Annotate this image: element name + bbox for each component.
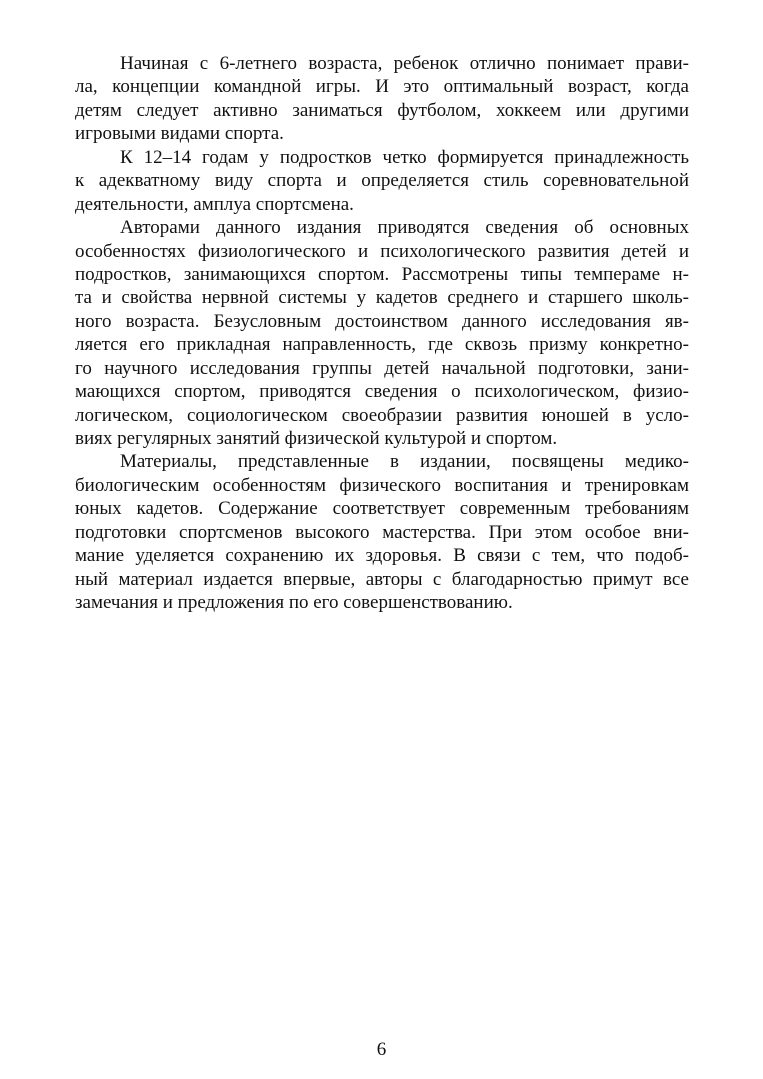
text-line: мающихся спортом, приводятся сведения о психологическом, физио- bbox=[75, 381, 689, 403]
text-line: замечания и предложения по его совершенствованию. bbox=[75, 592, 513, 614]
paragraph-2 bbox=[75, 146, 689, 216]
text-line: мание уделяется сохранению их здоровья. В связи с тем, что подоб- bbox=[75, 545, 689, 567]
paragraph-1 bbox=[75, 52, 689, 146]
text-line: го научного исследования группы детей начальной подготовки, зани- bbox=[75, 357, 689, 379]
text-line: Материалы, представленные в издании, посвящены медико- bbox=[120, 451, 689, 473]
text-line: виях регулярных занятий физической культурой и спортом. bbox=[75, 428, 558, 449]
text-line: ла, концепции командной игры. И это оптимальный возраст, когда bbox=[75, 76, 689, 98]
paragraph-4 bbox=[75, 450, 689, 614]
paragraph-3 bbox=[75, 216, 689, 450]
text-line: деятельности, амплуа спортсмена. bbox=[75, 193, 354, 215]
text-line: та и свойства нервной системы у кадетов среднего и старшего школь- bbox=[75, 287, 689, 309]
text-line: ного возраста. Безусловным достоинством данного исследования яв- bbox=[75, 310, 689, 332]
text-line: биологическим особенностям физического воспитания и тренировкам bbox=[75, 474, 689, 496]
text-line: ный материал издается впервые, авторы с благодарностью примут все bbox=[75, 568, 689, 590]
text-line: логическом, социологическом своеобразии развития юношей в усло- bbox=[75, 404, 689, 426]
text-line: подростков, занимающихся спортом. Рассмотрены типы темпераме н- bbox=[75, 263, 689, 285]
text-line: Авторами данного издания приводятся сведения об основных bbox=[120, 217, 689, 239]
page-body bbox=[75, 52, 689, 615]
text-line: к адекватному виду спорта и определяется стиль соревновательной bbox=[75, 170, 689, 192]
text-line: подготовки спортсменов высокого мастерства. При этом особое вни- bbox=[75, 521, 689, 543]
text-line: ляется его прикладная направленность, где сквозь призму конкретно- bbox=[75, 334, 689, 356]
text-line: особенностях физиологического и психологического развития детей и bbox=[75, 240, 689, 262]
text-line: Начиная с 6-летнего возраста, ребенок отлично понимает прави- bbox=[120, 53, 689, 74]
text-line: К 12–14 годам у подростков четко формируется принадлежность bbox=[120, 146, 689, 168]
page-number: 6 bbox=[376, 1039, 387, 1060]
text-line: игровыми видами спорта. bbox=[75, 123, 284, 145]
text-line: юных кадетов. Содержание соответствует современным требованиям bbox=[75, 498, 689, 520]
text-line: детям следует активно заниматься футболом, хоккеем или другими bbox=[75, 99, 689, 121]
